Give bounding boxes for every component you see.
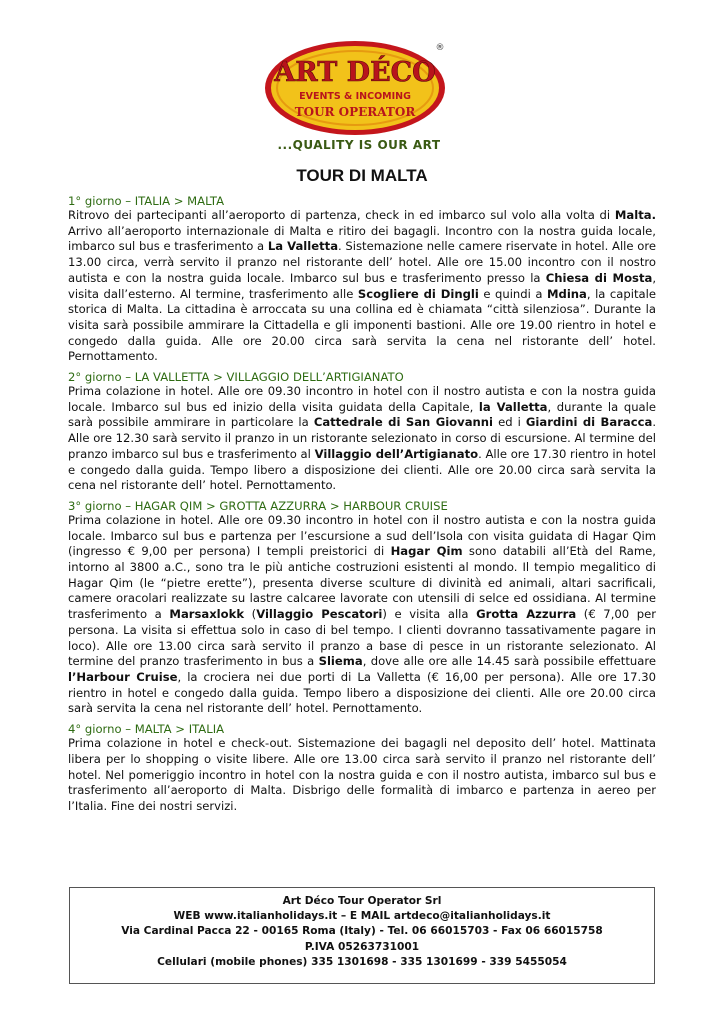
- day-heading: 3° giorno – HAGAR QIM > GROTTA AZZURRA > HARBOUR CRUISE: [68, 498, 448, 513]
- highlight-place: Villaggio Pescatori: [256, 607, 383, 622]
- highlight-place: Mdina: [546, 286, 587, 301]
- text-segment: Ritrovo dei partecipanti all’aeroporto di partenza, check in ed imbarco sul volo alla volta di: [68, 208, 615, 222]
- company-logo: [262, 36, 452, 154]
- highlight-place: Marsaxlokk: [169, 607, 245, 622]
- text-segment: , la crociera nei due porti di La Valletta (€ 16,00 per persona). Alle ore 17.30 rientro in hotel e congedo dalla guida. Tempo libero a disposizione dei clienti. Alle ore 20.00 circa sarà servita la cena nel ristorante dell’ hotel. Pernottamento.: [68, 669, 656, 716]
- day-heading: 4° giorno – MALTA > ITALIA: [68, 722, 225, 737]
- text-segment: e quindi a: [478, 286, 547, 301]
- text-segment: . Sistemazione nelle camere riservate in hotel. Alle ore 13.00 circa, verrà servito il pranzo nel ristorante dell’ hotel. Alle ore 15.00 incontro con il nostro autista e con la nostra guida locale. Imbarco sul bus e trasferimento presso la: [68, 239, 656, 285]
- logo-events-text: EVENTS & INCOMING: [299, 91, 411, 102]
- itinerary-day: [68, 370, 656, 494]
- text-segment: , dove alle ore alle 14.45 sarà possibile effettuare: [362, 654, 656, 669]
- day-heading: 1° giorno – ITALIA > MALTA: [68, 194, 225, 208]
- footer-vat: P.IVA 05263731001: [304, 940, 420, 953]
- text-segment: (: [244, 607, 257, 622]
- text-segment: (€ 7,00 per persona. La visita si effettua solo in caso di bel tempo. I clienti dovranno tassativamente pagare in loco). Alle ore 13.00 circa sarà servito il pranzo a base di pesce in un ristorante selezionato. Al termine del pranzo trasferimento in bus a: [68, 607, 656, 669]
- text-segment: , durante la quale sarà possibile ammirare in particolare la: [68, 399, 656, 430]
- text-segment: . Alle ore 12.30 sarà servito il pranzo in un ristorante selezionato in corso di escursione. Al termine del pranzo imbarco sul bus e trasferimento al: [68, 415, 656, 461]
- logo-main-text: ART DÉCO: [274, 57, 436, 88]
- highlight-place: Scogliere di Dingli: [357, 286, 479, 301]
- text-segment: , la capitale storica di Malta. La cittadina è arroccata su una collina ed è chiamata “città silenziosa”. Durante la visita sarà possibile ammirare la Cittadella e gli imponenti bastioni. Alle ore 19.00 rientro in hotel e congedo dalla guida. Alle ore 20.00 circa sarà servita la cena nel ristorante dell’ hotel. Pernottamento.: [68, 286, 656, 364]
- text-segment: Arrivo all’aeroporto internazionale di Malta e ritiro dei bagagli. Incontro con la nostra guida locale, imbarco sul bus e trasferimento a: [68, 223, 656, 254]
- itinerary: [68, 194, 656, 820]
- footer-address: Via Cardinal Pacca 22 - 00165 Roma (Italy) - Tel. 06 66015703 - Fax 06 66015758: [121, 925, 603, 938]
- footer-mobile: Cellulari (mobile phones) 335 1301698 - 335 1301699 - 339 5455054: [157, 955, 567, 968]
- text-segment: ) e visita alla: [382, 607, 477, 622]
- footer-web-email: WEB www.italianholidays.it – E MAIL artdeco@italianholidays.it: [173, 910, 551, 923]
- highlight-place: Grotta Azzurra: [476, 607, 577, 622]
- highlight-place: Cattedrale di San Giovanni: [313, 415, 494, 430]
- highlight-place: Chiesa di Mosta: [545, 270, 653, 285]
- text-segment: Prima colazione in hotel. Alle ore 09.30 incontro in hotel con il nostro autista e con la nostra guida locale. Imbarco sul bus ed inizio della visita guidata della Capitale,: [68, 384, 656, 414]
- highlight-place: Giardini di Baracca: [525, 415, 653, 430]
- itinerary-day: [68, 499, 656, 717]
- day-description: [68, 208, 656, 365]
- logo-tagline: ...QUALITY IS OUR ART: [277, 138, 441, 152]
- text-segment: ed i: [493, 415, 526, 430]
- page-title: TOUR DI MALTA: [296, 166, 428, 185]
- footer-company-name: Art Déco Tour Operator Srl: [282, 895, 442, 907]
- itinerary-day: [68, 722, 656, 815]
- day-description: [68, 736, 656, 815]
- day-description: [68, 513, 656, 717]
- highlight-place: Sliema: [318, 654, 363, 669]
- day-heading: 2° giorno – LA VALLETTA > VILLAGGIO DELL’ARTIGIANATO: [68, 370, 404, 385]
- highlight-place: Hagar Qim: [390, 544, 463, 559]
- highlight-place: la Valletta: [478, 399, 548, 414]
- highlight-place: Villaggio dell’Artigianato: [314, 446, 479, 461]
- highlight-place: La Valletta: [267, 239, 339, 254]
- highlight-place: Malta.: [614, 208, 656, 222]
- text-segment: . Alle ore 17.30 rientro in hotel e congedo dalla guida. Tempo libero a disposizione dei clienti. Alle ore 20.00 circa sarà servita la cena nel ristorante dell’ hotel. Pernottamento.: [68, 446, 656, 493]
- text-segment: , visita dall’esterno. Al termine, trasferimento alle: [68, 270, 656, 301]
- logo-tour-operator-text: TOUR OPERATOR: [294, 105, 416, 119]
- registered-mark-icon: ®: [435, 43, 445, 53]
- highlight-place: l’Harbour Cruise: [68, 669, 178, 684]
- text-segment: Prima colazione in hotel. Alle ore 09.30 incontro in hotel con il nostro autista e con la nostra guida locale. Imbarco sul bus e partenza per l’escursione a sud dell’Isola con visita guidata di Hagar Qim (ingresso € 9,00 per persona) I templi preistorici di: [68, 512, 656, 559]
- footer-contact-box: [69, 887, 655, 984]
- text-segment: Prima colazione in hotel e check-out. Sistemazione dei bagagli nel deposito dell’ hotel. Mattinata libera per lo shopping o visite libere. Alle ore 13.00 circa sarà servito il pranzo nel ristorante dell’ hotel. Nel pomeriggio incontro in hotel con la nostra guida e con il nostro autista, imbarco sul bus e trasferimento all’aeroporto di Malta. Disbrigo delle formalità di imbarco e partenza in aereo per l’Italia. Fine dei nostri servizi.: [68, 736, 656, 813]
- day-description: [68, 384, 656, 494]
- art-deco-logo-graphic: [262, 36, 452, 154]
- text-segment: sono databili all’Età del Rame, intorno al 3800 a.C., sono tra le più antiche costruzioni esistenti al mondo. Il tempio megalitico di Hagar Qim (le “pietre erette”), presenta diverse sculture di divinità ed animali, altari sacrificali, camere oracolari realizzate su lastre calcaree lavorate con utensili di selce ed ossidiana. Al termine trasferimento a: [68, 544, 656, 622]
- itinerary-day: [68, 194, 656, 365]
